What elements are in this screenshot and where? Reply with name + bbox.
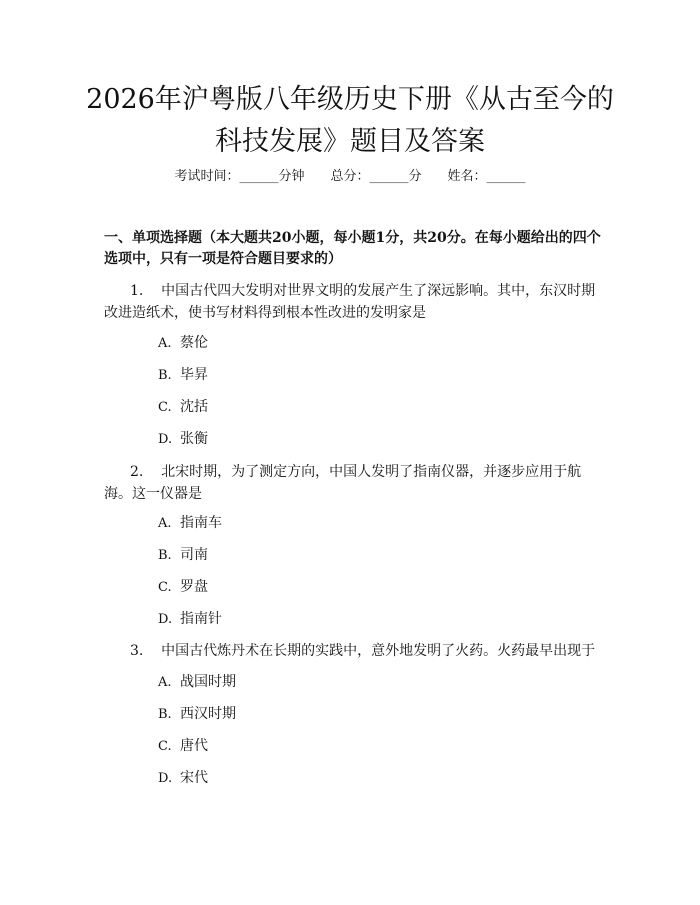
q1-option-c-text: 沈括: [180, 399, 208, 415]
exam-title-line2: 科技发展》题目及答案: [215, 126, 485, 157]
exam-title-line1: 2026年沪粤版八年级历史下册《从古至今的: [86, 84, 614, 115]
q2-option-a-letter: A.: [158, 516, 172, 531]
q2-option-d-text: 指南针: [180, 611, 222, 627]
question-2-number: 2.: [130, 464, 144, 480]
question-3-number: 3.: [130, 643, 144, 659]
question-1-text: 中国古代四大发明对世界文明的发展产生了深远影响。其中，东汉时期改进造纸术，使书写材料得到根本性改进的发明家是: [104, 283, 596, 321]
q3-option-c-letter: C.: [158, 739, 172, 754]
q2-option-c: [158, 577, 208, 598]
q1-option-c: [158, 397, 208, 418]
q2-option-c-letter: C.: [158, 580, 172, 595]
q1-option-d-letter: D.: [158, 432, 173, 447]
q3-option-c: [158, 736, 208, 757]
q1-option-a: [158, 333, 208, 354]
q3-option-d-letter: D.: [158, 771, 173, 786]
q3-option-a-letter: A.: [158, 675, 172, 690]
q2-option-a-text: 指南车: [180, 515, 222, 531]
q1-option-d: [158, 429, 208, 450]
q3-option-d: [158, 768, 208, 789]
q3-option-b-letter: B.: [158, 707, 172, 722]
question-3-text: 中国古代炼丹术在长期的实践中，意外地发明了火药。火药最早出现于: [161, 643, 596, 659]
q2-option-d: [158, 609, 222, 630]
q1-option-b-text: 毕昇: [180, 367, 208, 383]
q1-option-a-letter: A.: [158, 336, 172, 351]
q2-option-b-text: 司南: [180, 547, 208, 563]
exam-score-field: 总分：______分: [330, 169, 422, 184]
exam-name-field: 姓名：______: [447, 169, 526, 184]
exam-time-field: 考试时间：______分钟: [174, 169, 305, 184]
section-heading: 一、单项选择题（本大题共20小题，每小题1分，共20分。在每小题给出的四个选项中，只有一项是符合题目要求的）: [104, 230, 601, 267]
q2-option-d-letter: D.: [158, 612, 173, 627]
q2-option-b-letter: B.: [158, 548, 172, 563]
q3-option-d-text: 宋代: [180, 770, 208, 786]
q2-option-a: [158, 513, 222, 534]
q1-option-b-letter: B.: [158, 368, 172, 383]
question-3: [104, 640, 604, 662]
question-1: [104, 280, 604, 324]
exam-meta: [0, 166, 700, 188]
q1-option-d-text: 张衡: [180, 431, 208, 447]
q3-option-a: [158, 672, 236, 693]
q1-option-c-letter: C.: [158, 400, 172, 415]
question-2: [104, 461, 604, 505]
q1-option-a-text: 蔡伦: [180, 335, 208, 351]
q1-option-b: [158, 365, 208, 386]
q3-option-c-text: 唐代: [180, 738, 208, 754]
question-1-number: 1.: [130, 283, 144, 299]
q3-option-a-text: 战国时期: [180, 674, 236, 690]
question-2-text: 北宋时期，为了测定方向，中国人发明了指南仪器，并逐步应用于航海。这一仪器是: [104, 464, 582, 502]
q3-option-b: [158, 704, 236, 725]
q2-option-b: [158, 545, 208, 566]
q3-option-b-text: 西汉时期: [180, 706, 236, 722]
q2-option-c-text: 罗盘: [180, 579, 208, 595]
